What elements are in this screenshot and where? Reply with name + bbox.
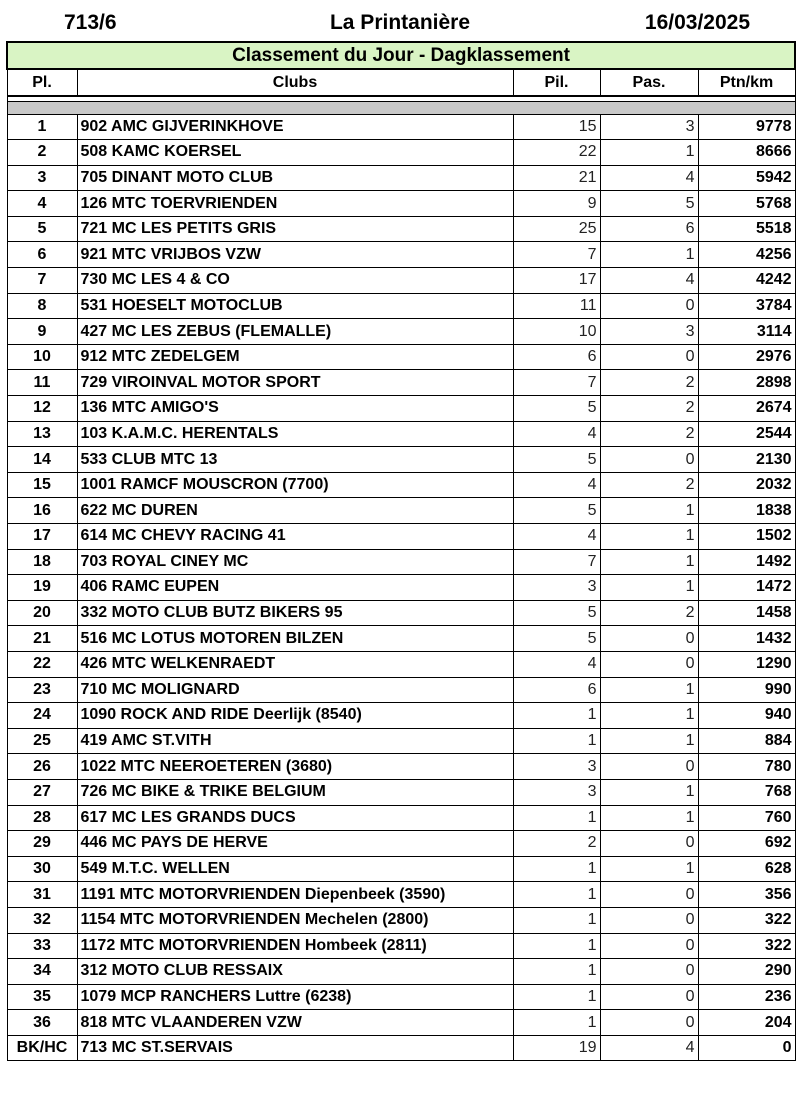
table-row (7, 370, 795, 396)
cell-points: 236 (698, 984, 795, 1010)
cell-pilots: 1 (513, 933, 600, 959)
cell-points: 628 (698, 856, 795, 882)
cell-pilots: 1 (513, 805, 600, 831)
cell-passengers: 1 (600, 856, 698, 882)
cell-points: 940 (698, 703, 795, 729)
event-code: 713/6 (64, 11, 117, 34)
cell-points: 2898 (698, 370, 795, 396)
cell-club: 617 MC LES GRANDS DUCS (77, 805, 513, 831)
cell-pilots: 3 (513, 754, 600, 780)
cell-passengers: 1 (600, 779, 698, 805)
cell-passengers: 0 (600, 344, 698, 370)
cell-club: 136 MTC AMIGO'S (77, 396, 513, 422)
table-row (7, 242, 795, 268)
cell-points: 884 (698, 728, 795, 754)
cell-points: 2544 (698, 421, 795, 447)
cell-place: 3 (7, 165, 77, 191)
table-row (7, 498, 795, 524)
cell-passengers: 0 (600, 907, 698, 933)
table-row (7, 165, 795, 191)
cell-club: 703 ROYAL CINEY MC (77, 549, 513, 575)
cell-passengers: 1 (600, 524, 698, 550)
cell-place: 18 (7, 549, 77, 575)
cell-points: 2032 (698, 472, 795, 498)
cell-points: 356 (698, 882, 795, 908)
cell-passengers: 6 (600, 216, 698, 242)
table-row (7, 524, 795, 550)
cell-place: 25 (7, 728, 77, 754)
cell-club: 406 RAMC EUPEN (77, 575, 513, 601)
cell-passengers: 0 (600, 754, 698, 780)
cell-pilots: 1 (513, 959, 600, 985)
cell-place: 34 (7, 959, 77, 985)
cell-pilots: 5 (513, 600, 600, 626)
cell-points: 4242 (698, 268, 795, 294)
cell-passengers: 1 (600, 575, 698, 601)
cell-club: 726 MC BIKE & TRIKE BELGIUM (77, 779, 513, 805)
cell-place: BK/HC (7, 1035, 77, 1061)
cell-pilots: 25 (513, 216, 600, 242)
cell-club: 1172 MTC MOTORVRIENDEN Hombeek (2811) (77, 933, 513, 959)
cell-passengers: 0 (600, 651, 698, 677)
cell-pilots: 5 (513, 396, 600, 422)
cell-place: 15 (7, 472, 77, 498)
cell-passengers: 1 (600, 677, 698, 703)
table-title-row (7, 42, 795, 69)
table-row (7, 754, 795, 780)
table-row (7, 191, 795, 217)
cell-pilots: 1 (513, 882, 600, 908)
cell-club: 508 KAMC KOERSEL (77, 140, 513, 166)
table-row (7, 319, 795, 345)
cell-passengers: 2 (600, 421, 698, 447)
table-row (7, 114, 795, 140)
cell-points: 780 (698, 754, 795, 780)
cell-pilots: 17 (513, 268, 600, 294)
cell-pilots: 6 (513, 344, 600, 370)
cell-club: 710 MC MOLIGNARD (77, 677, 513, 703)
column-header-points: Ptn/km (698, 69, 795, 96)
cell-place: 5 (7, 216, 77, 242)
cell-points: 9778 (698, 114, 795, 140)
cell-place: 8 (7, 293, 77, 319)
cell-points: 290 (698, 959, 795, 985)
cell-place: 32 (7, 907, 77, 933)
cell-passengers: 0 (600, 447, 698, 473)
cell-place: 12 (7, 396, 77, 422)
cell-points: 2976 (698, 344, 795, 370)
cell-club: 921 MTC VRIJBOS VZW (77, 242, 513, 268)
table-row (7, 140, 795, 166)
cell-club: 533 CLUB MTC 13 (77, 447, 513, 473)
cell-points: 692 (698, 831, 795, 857)
table-row (7, 651, 795, 677)
column-header-row (7, 69, 795, 96)
table-row (7, 959, 795, 985)
table-row (7, 626, 795, 652)
cell-club: 549 M.T.C. WELLEN (77, 856, 513, 882)
cell-club: 531 HOESELT MOTOCLUB (77, 293, 513, 319)
cell-pilots: 7 (513, 242, 600, 268)
cell-club: 912 MTC ZEDELGEM (77, 344, 513, 370)
cell-points: 322 (698, 907, 795, 933)
cell-club: 713 MC ST.SERVAIS (77, 1035, 513, 1061)
cell-passengers: 1 (600, 498, 698, 524)
cell-points: 322 (698, 933, 795, 959)
cell-place: 2 (7, 140, 77, 166)
table-row (7, 1035, 795, 1061)
cell-place: 31 (7, 882, 77, 908)
cell-place: 23 (7, 677, 77, 703)
table-row (7, 216, 795, 242)
cell-club: 446 MC PAYS DE HERVE (77, 831, 513, 857)
cell-points: 1432 (698, 626, 795, 652)
cell-passengers: 4 (600, 1035, 698, 1061)
cell-pilots: 10 (513, 319, 600, 345)
cell-club: 729 VIROINVAL MOTOR SPORT (77, 370, 513, 396)
cell-pilots: 3 (513, 575, 600, 601)
cell-points: 0 (698, 1035, 795, 1061)
cell-points: 1290 (698, 651, 795, 677)
cell-passengers: 2 (600, 396, 698, 422)
cell-points: 768 (698, 779, 795, 805)
cell-points: 1458 (698, 600, 795, 626)
event-date: 16/03/2025 (644, 11, 750, 34)
cell-place: 22 (7, 651, 77, 677)
cell-place: 33 (7, 933, 77, 959)
cell-points: 1502 (698, 524, 795, 550)
cell-place: 9 (7, 319, 77, 345)
cell-place: 17 (7, 524, 77, 550)
table-row (7, 472, 795, 498)
cell-pilots: 1 (513, 1010, 600, 1036)
cell-points: 3114 (698, 319, 795, 345)
table-row (7, 293, 795, 319)
cell-club: 1090 ROCK AND RIDE Deerlijk (8540) (77, 703, 513, 729)
cell-pilots: 6 (513, 677, 600, 703)
column-header-passengers: Pas. (600, 69, 698, 96)
cell-passengers: 1 (600, 549, 698, 575)
cell-club: 818 MTC VLAANDEREN VZW (77, 1010, 513, 1036)
cell-pilots: 11 (513, 293, 600, 319)
cell-passengers: 0 (600, 626, 698, 652)
cell-passengers: 1 (600, 728, 698, 754)
cell-pilots: 1 (513, 728, 600, 754)
table-row (7, 728, 795, 754)
cell-place: 19 (7, 575, 77, 601)
cell-place: 28 (7, 805, 77, 831)
table-row (7, 1010, 795, 1036)
cell-club: 1079 MCP RANCHERS Luttre (6238) (77, 984, 513, 1010)
cell-place: 26 (7, 754, 77, 780)
cell-passengers: 1 (600, 140, 698, 166)
cell-club: 1022 MTC NEEROETEREN (3680) (77, 754, 513, 780)
cell-pilots: 3 (513, 779, 600, 805)
table-row (7, 703, 795, 729)
cell-pilots: 4 (513, 421, 600, 447)
column-header-clubs: Clubs (77, 69, 513, 96)
cell-place: 29 (7, 831, 77, 857)
cell-pilots: 4 (513, 651, 600, 677)
cell-club: 1001 RAMCF MOUSCRON (7700) (77, 472, 513, 498)
cell-passengers: 1 (600, 805, 698, 831)
cell-place: 6 (7, 242, 77, 268)
cell-points: 3784 (698, 293, 795, 319)
cell-pilots: 5 (513, 626, 600, 652)
cell-pilots: 9 (513, 191, 600, 217)
cell-club: 426 MTC WELKENRAEDT (77, 651, 513, 677)
cell-pilots: 5 (513, 447, 600, 473)
table-row (7, 396, 795, 422)
cell-place: 35 (7, 984, 77, 1010)
cell-passengers: 0 (600, 933, 698, 959)
cell-place: 1 (7, 114, 77, 140)
cell-place: 11 (7, 370, 77, 396)
cell-passengers: 3 (600, 319, 698, 345)
column-header-place: Pl. (7, 69, 77, 96)
cell-club: 614 MC CHEVY RACING 41 (77, 524, 513, 550)
cell-pilots: 7 (513, 370, 600, 396)
cell-passengers: 0 (600, 882, 698, 908)
table-row (7, 933, 795, 959)
cell-club: 427 MC LES ZEBUS (FLEMALLE) (77, 319, 513, 345)
cell-points: 1838 (698, 498, 795, 524)
cell-passengers: 0 (600, 1010, 698, 1036)
cell-place: 24 (7, 703, 77, 729)
cell-place: 21 (7, 626, 77, 652)
table-row (7, 549, 795, 575)
cell-pilots: 4 (513, 472, 600, 498)
cell-place: 16 (7, 498, 77, 524)
cell-place: 14 (7, 447, 77, 473)
table-row (7, 984, 795, 1010)
table-row (7, 677, 795, 703)
cell-points: 2130 (698, 447, 795, 473)
cell-place: 27 (7, 779, 77, 805)
table-row (7, 805, 795, 831)
table-row (7, 882, 795, 908)
cell-pilots: 1 (513, 856, 600, 882)
event-name: La Printanière (329, 11, 471, 34)
cell-pilots: 1 (513, 907, 600, 933)
cell-passengers: 4 (600, 165, 698, 191)
cell-pilots: 22 (513, 140, 600, 166)
cell-pilots: 21 (513, 165, 600, 191)
cell-club: 419 AMC ST.VITH (77, 728, 513, 754)
cell-passengers: 4 (600, 268, 698, 294)
cell-points: 1492 (698, 549, 795, 575)
cell-club: 730 MC LES 4 & CO (77, 268, 513, 294)
cell-club: 103 K.A.M.C. HERENTALS (77, 421, 513, 447)
cell-points: 4256 (698, 242, 795, 268)
table-row (7, 575, 795, 601)
cell-place: 10 (7, 344, 77, 370)
cell-pilots: 5 (513, 498, 600, 524)
table-row (7, 268, 795, 294)
table-row (7, 447, 795, 473)
cell-points: 5768 (698, 191, 795, 217)
cell-club: 902 AMC GIJVERINKHOVE (77, 114, 513, 140)
cell-passengers: 5 (600, 191, 698, 217)
cell-club: 1191 MTC MOTORVRIENDEN Diepenbeek (3590) (77, 882, 513, 908)
table-title: Classement du Jour - Dagklassement (7, 42, 795, 69)
cell-club: 332 MOTO CLUB BUTZ BIKERS 95 (77, 600, 513, 626)
ranking-table (6, 41, 796, 1061)
cell-passengers: 2 (600, 600, 698, 626)
cell-points: 760 (698, 805, 795, 831)
table-row (7, 421, 795, 447)
cell-club: 721 MC LES PETITS GRIS (77, 216, 513, 242)
cell-passengers: 1 (600, 242, 698, 268)
cell-place: 36 (7, 1010, 77, 1036)
cell-passengers: 0 (600, 831, 698, 857)
cell-pilots: 1 (513, 984, 600, 1010)
cell-pilots: 15 (513, 114, 600, 140)
cell-pilots: 4 (513, 524, 600, 550)
cell-points: 5942 (698, 165, 795, 191)
cell-passengers: 0 (600, 293, 698, 319)
cell-passengers: 1 (600, 703, 698, 729)
table-row (7, 344, 795, 370)
cell-pilots: 7 (513, 549, 600, 575)
cell-points: 2674 (698, 396, 795, 422)
table-row (7, 856, 795, 882)
cell-points: 5518 (698, 216, 795, 242)
cell-place: 30 (7, 856, 77, 882)
cell-club: 1154 MTC MOTORVRIENDEN Mechelen (2800) (77, 907, 513, 933)
cell-points: 204 (698, 1010, 795, 1036)
cell-passengers: 0 (600, 984, 698, 1010)
cell-place: 7 (7, 268, 77, 294)
cell-club: 126 MTC TOERVRIENDEN (77, 191, 513, 217)
cell-points: 8666 (698, 140, 795, 166)
cell-place: 20 (7, 600, 77, 626)
cell-pilots: 2 (513, 831, 600, 857)
cell-club: 312 MOTO CLUB RESSAIX (77, 959, 513, 985)
cell-club: 705 DINANT MOTO CLUB (77, 165, 513, 191)
table-row (7, 831, 795, 857)
table-row (7, 600, 795, 626)
cell-points: 990 (698, 677, 795, 703)
table-row (7, 907, 795, 933)
cell-pilots: 19 (513, 1035, 600, 1061)
cell-club: 516 MC LOTUS MOTOREN BILZEN (77, 626, 513, 652)
cell-pilots: 1 (513, 703, 600, 729)
table-row (7, 779, 795, 805)
cell-passengers: 2 (600, 472, 698, 498)
cell-points: 1472 (698, 575, 795, 601)
cell-passengers: 3 (600, 114, 698, 140)
cell-place: 13 (7, 421, 77, 447)
column-header-pilots: Pil. (513, 69, 600, 96)
cell-place: 4 (7, 191, 77, 217)
separator-row (7, 101, 795, 114)
cell-passengers: 2 (600, 370, 698, 396)
cell-passengers: 0 (600, 959, 698, 985)
sheet-header (6, 8, 794, 40)
cell-club: 622 MC DUREN (77, 498, 513, 524)
ranking-rows (7, 114, 795, 1061)
